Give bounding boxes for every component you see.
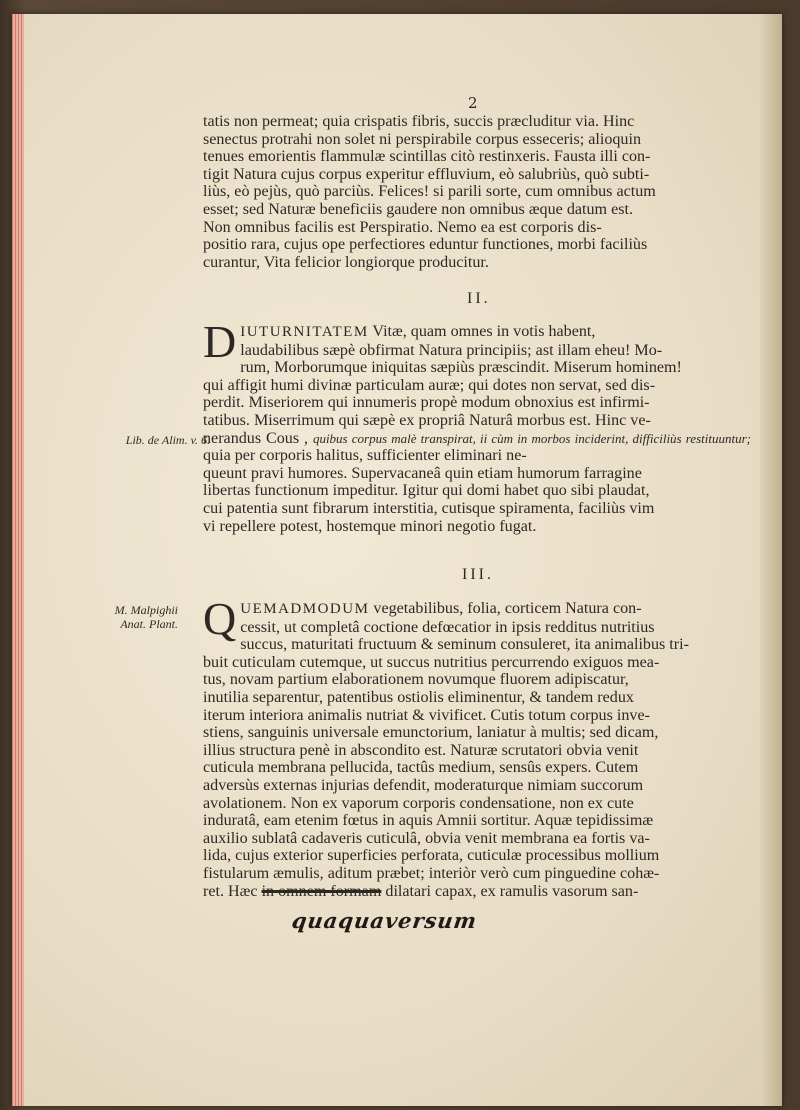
section-heading-3: III. [462,566,494,583]
page-edge [12,14,24,1106]
text-line: stiens, sanguinis universale emunctorium, laniatur à multis; sed dicam, [203,724,659,742]
section-1-text [203,113,751,271]
drop-capital: Q [203,593,237,644]
text-line: tatibus. Miserrimum qui sæpè ex propriâ Naturâ morbus est. Hinc ve- [203,411,651,429]
text-line: cessit, ut completâ coctione defœcatior in ipsis redditus nutritius [240,618,655,636]
text-line: buit cuticulam cutemque, ut succus nutritius percurrendo exiguos mea- [203,653,660,671]
text-line: rum, Morborumque iniquitas sæpiùs præscindit. Miserum hominem! [240,359,682,377]
text-line: tigit Natura cujus corpus experitur effluvium, eò salubriùs, quò subti- [203,165,650,183]
text-line: succus, maturitati fructuum & seminum consuleret, ita animalibus tri- [240,636,689,654]
text-line: queunt pravi humores. Supervacaneâ quin etiam humorum farragine [203,464,642,482]
text-line: lida, cujus exterior superficies perforata, cuticulæ processibus mollium [203,847,660,865]
text-line: ret. Hæc in omnem formam dilatari capax, ex ramulis vasorum san- [203,882,639,900]
text-line: auxilio sublatâ cadaveris cuticulâ, obvia venit membrana ea fortis va- [203,829,650,847]
opening-word: UEMADMODUM [240,601,370,617]
text-line: adversùs externas injurias defendit, moderaturque nimiam succorum [203,776,644,794]
text-line: positio rara, cujus ope perfectiores eduntur functiones, morbi faciliùs [203,236,648,254]
text-line: induratâ, eam etenim fœtus in aquis Amnii sortitur. Aquæ tepidissimæ [203,812,654,830]
hippocrates-quote: quibus corpus malè transpirat, ii cùm in morbos inciderint, difficiliùs restituuntur; [312,430,751,446]
section-heading-2: II. [467,290,491,307]
text-line: illius structura penè in abscondito est. Naturæ scrutatori obvia venit [203,741,639,759]
text-line: esset; sed Naturæ beneficiis gaudere non omnibus æque datum est. [203,200,633,218]
margin-note-malpighi: M. Malpighii Anat. Plant. [114,603,178,631]
text-line: avolationem. Non ex vaporum corporis condensatione, non ex cute [203,794,634,812]
section-3-text: Q UEMADMODUM vegetabilibus, folia, corticem Natura con- cessit, ut completâ coctione defœcatior in ipsis redditus nutritius succus, maturitati fructuum & seminum consuleret, ita animalibus tri- buit cuticulam cutemque, ut succus nutritius percurrendo exiguos mea- tus, novam partium elaborationem novumque fluorem adipiscatur, inutilia separentur, patentibus ostiolis eliminentur, & tandem redux iterum interiora animalis nutriat & vivificet. Cutis totum corpus inve- stiens, sanguinis universale emunctorium, laniatur à multis; sed dicam, illius structura penè in abscondito est. Naturæ scrutatori obvia venit cuticula membrana pellucida, tactûs medium, sensûs expers. Cutem adversùs externas injurias defendit, moderaturque nimiam succorum avolationem. Non ex vaporum corporis condensatione, non ex cute induratâ, eam etenim fœtus in aquis Amnii sortitur. Aquæ tepidissimæ auxilio sublatâ cadaveris cuticulâ, obvia venit membrana ea fortis va- lida, cujus exterior superficies perforata, cuticulæ processibus mollium fistularum æmulis, aditum præbet; interiòr verò cum pinguedine cohæ- ret. Hæc in omnem formam dilatari capax, ex ramulis vasorum san- [203,600,751,900]
text-line: tenues emorientis flammulæ scintillas citò restinxeris. Fausta illi con- [203,148,651,166]
text-line: tatis non permeat; quia crispatis fibris, succis præcluditur via. Hinc [203,113,635,130]
text-line: qui affigit humi divinæ particulam auræ; qui dotes non servat, sed dis- [203,376,656,394]
text-line: vi repellere potest, hostemque minori negotio fugat. [203,517,537,535]
text-line: tus, novam partium elaborationem novumque fluorem adipiscatur, [203,671,629,689]
text-line: libertas functionum impeditur. Igitur qui domi habet quo sibi plaudat, [203,482,650,500]
text-line: fistularum æmulis, aditum præbet; interiòr verò cum pinguedine cohæ- [203,864,660,882]
text-line: cuticula membrana pellucida, tactûs medium, sensûs expers. Cutem [203,759,639,777]
text-line: laudabilibus sæpè obfirmat Natura principiis; ast illam eheu! Mo- [240,341,663,359]
margin-note-lib: Lib. de Alim. v. 6. [125,433,210,447]
text-line: Non omnibus facilis est Perspiratio. Nemo ea est corporis dis- [203,218,602,236]
drop-capital: D [203,316,237,367]
text-line: quia per corporis halitus, sufficienter eliminari ne- [203,447,527,465]
section-2-text: D IUTURNITATEM Vitæ, quam omnes in votis habent, laudabilibus sæpè obfirmat Natura principiis; ast illam eheu! Mo- rum, Morborumque iniquitas sæpiùs præscindit. Miserum hominem! qui affigit humi divinæ particulam auræ; qui dotes non servat, sed dis- perdit. Miseriorem qui innumeris propè modum obnoxius est infirmi- tatibus. Miserrimum qui sæpè ex propriâ Naturâ morbus est. Hinc ve- nerandus Cous , quibus corpus malè transpirat, ii cùm in morbos inciderint, difficiliùs restituuntur; quia per corporis halitus, sufficienter eliminari ne- queunt pravi humores. Supervacaneâ quin etiam humorum farragine libertas functionum impeditur. Igitur qui domi habet quo sibi plaudat, cui patentia sunt fibrarum interstitia, cutisque spiramenta, faciliùs vim vi repellere potest, hostemque minori negotio fugat. [203,316,751,535]
page-gutter [760,14,782,1106]
opening-word: IUTURNITATEM [240,324,369,340]
text-line: inutilia separentur, patentibus ostiolis eliminentur, & tandem redux [203,688,634,706]
handwritten-correction: quaquaversum [290,908,479,933]
text-line: senectus protrahi non solet ni perspirabile corpus esseceris; alioquin [203,130,641,148]
text-line: iterum interiora animalis nutriat & vivificet. Cutis totum corpus inve- [203,706,650,724]
struck-through-text: in omnem formam [261,882,382,900]
text-line: nerandus Cous [203,429,300,447]
text-line: perdit. Miseriorem qui innumeris propè modum obnoxius est infirmi- [203,394,650,412]
page-number: 2 [468,94,478,112]
text-line: curantur, Vita felicior longiorque producitur. [203,253,489,271]
text-line: cui patentia sunt fibrarum interstitia, cutisque spiramenta, faciliùs vim [203,499,655,517]
text-line: liùs, eò pejùs, quò parciùs. Felices! si parili sorte, cum omnibus actum [203,183,656,201]
